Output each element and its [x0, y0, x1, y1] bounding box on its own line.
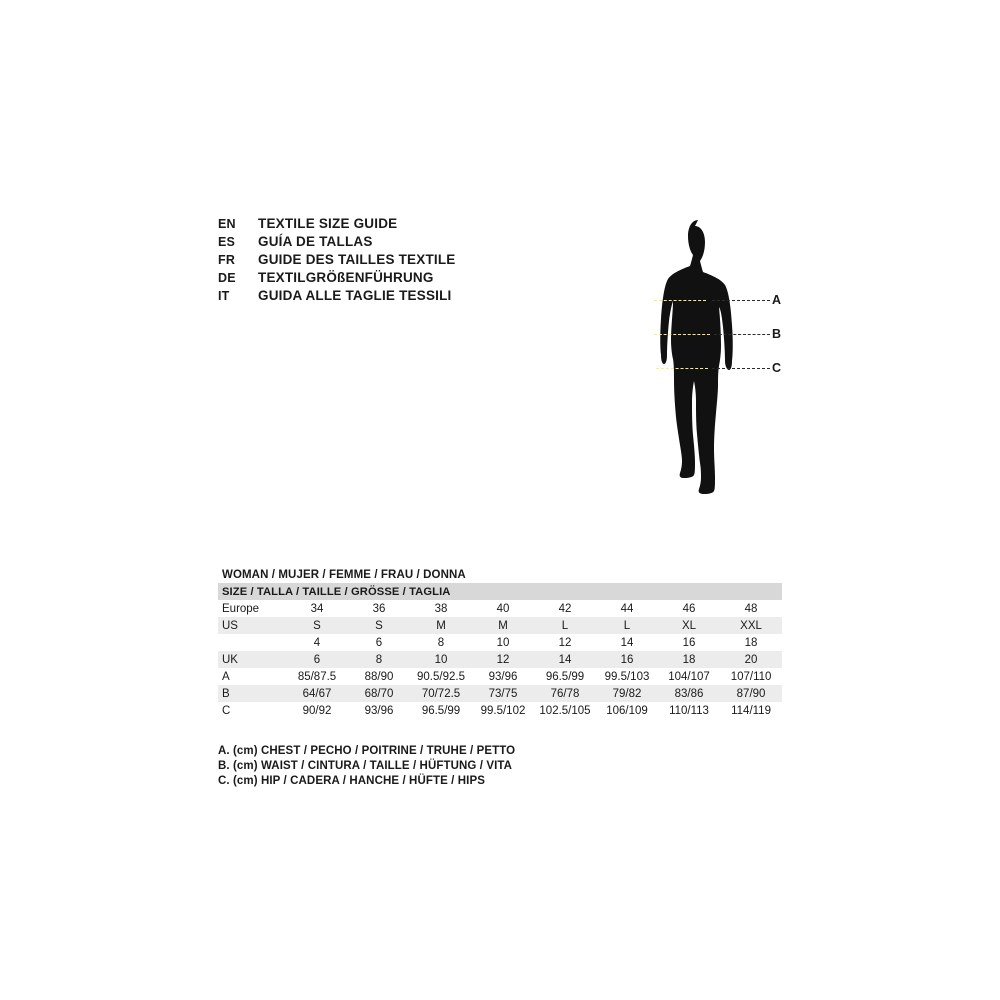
- title-row-en: [218, 215, 638, 233]
- cell-usnum-3: 10: [472, 634, 534, 651]
- cell-uk-5: 16: [596, 651, 658, 668]
- cell-uk-6: 18: [658, 651, 720, 668]
- cell-b-0: 64/67: [286, 685, 348, 702]
- measure-line-b-outer: [714, 334, 770, 335]
- row-label-uk: UK: [218, 651, 286, 668]
- measure-line-a-outer: [712, 300, 770, 301]
- cell-c-1: 93/96: [348, 702, 410, 719]
- title-text-de: TEXTILGRÖßENFÜHRUNG: [258, 270, 434, 285]
- table-row: [218, 685, 782, 702]
- cell-us-7: XXL: [720, 617, 782, 634]
- row-label-us: US: [218, 617, 286, 634]
- title-row-es: [218, 233, 638, 251]
- row-label-us-numeric: [218, 634, 286, 651]
- cell-us-4: L: [534, 617, 596, 634]
- cell-usnum-1: 6: [348, 634, 410, 651]
- cell-usnum-6: 16: [658, 634, 720, 651]
- title-row-de: [218, 269, 638, 287]
- table-row: [218, 634, 782, 651]
- cell-usnum-4: 12: [534, 634, 596, 651]
- cell-usnum-5: 14: [596, 634, 658, 651]
- title-row-fr: [218, 251, 638, 269]
- cell-b-1: 68/70: [348, 685, 410, 702]
- cell-c-7: 114/119: [720, 702, 782, 719]
- cell-uk-0: 6: [286, 651, 348, 668]
- title-text-en: TEXTILE SIZE GUIDE: [258, 216, 398, 231]
- row-label-a: A: [218, 668, 286, 685]
- row-label-c: C: [218, 702, 286, 719]
- cell-b-7: 87/90: [720, 685, 782, 702]
- cell-a-3: 93/96: [472, 668, 534, 685]
- cell-uk-1: 8: [348, 651, 410, 668]
- measure-label-a: A: [772, 293, 782, 307]
- measure-label-b: B: [772, 327, 782, 341]
- cell-europe-7: 48: [720, 600, 782, 617]
- cell-b-2: 70/72.5: [410, 685, 472, 702]
- cell-europe-0: 34: [286, 600, 348, 617]
- cell-europe-5: 44: [596, 600, 658, 617]
- language-code-en: EN: [218, 217, 236, 231]
- size-table-container: [218, 566, 782, 719]
- measure-line-a-inner: [654, 300, 706, 301]
- cell-a-5: 99.5/103: [596, 668, 658, 685]
- table-row: [218, 617, 782, 634]
- table-row: [218, 668, 782, 685]
- title-row-it: [218, 287, 638, 305]
- cell-b-4: 76/78: [534, 685, 596, 702]
- title-text-it: GUIDA ALLE TAGLIE TESSILI: [258, 288, 452, 303]
- cell-usnum-2: 8: [410, 634, 472, 651]
- table-row: [218, 600, 782, 617]
- table-caption: WOMAN / MUJER / FEMME / FRAU / DONNA: [218, 566, 782, 583]
- cell-us-5: L: [596, 617, 658, 634]
- cell-usnum-7: 18: [720, 634, 782, 651]
- cell-c-4: 102.5/105: [534, 702, 596, 719]
- language-code-de: DE: [218, 271, 236, 285]
- woman-silhouette-figure: [620, 190, 840, 580]
- size-guide-title-block: [218, 215, 638, 305]
- cell-us-0: S: [286, 617, 348, 634]
- size-table: [218, 566, 782, 719]
- cell-a-2: 90.5/92.5: [410, 668, 472, 685]
- cell-b-5: 79/82: [596, 685, 658, 702]
- title-text-fr: GUIDE DES TAILLES TEXTILE: [258, 252, 456, 267]
- title-text-es: GUÍA DE TALLAS: [258, 234, 373, 249]
- cell-usnum-0: 4: [286, 634, 348, 651]
- language-code-es: ES: [218, 235, 236, 249]
- cell-c-5: 106/109: [596, 702, 658, 719]
- row-label-europe: Europe: [218, 600, 286, 617]
- cell-us-6: XL: [658, 617, 720, 634]
- measure-line-c-inner: [656, 368, 708, 369]
- language-code-fr: FR: [218, 253, 236, 267]
- language-code-it: IT: [218, 289, 230, 303]
- cell-uk-7: 20: [720, 651, 782, 668]
- measure-line-c-outer: [712, 368, 770, 369]
- cell-c-6: 110/113: [658, 702, 720, 719]
- cell-europe-4: 42: [534, 600, 596, 617]
- cell-europe-1: 36: [348, 600, 410, 617]
- table-header-label: SIZE / TALLA / TAILLE / GRÖSSE / TAGLIA: [218, 583, 782, 600]
- table-header-row: [218, 583, 782, 600]
- cell-c-0: 90/92: [286, 702, 348, 719]
- cell-a-4: 96.5/99: [534, 668, 596, 685]
- cell-uk-3: 12: [472, 651, 534, 668]
- cell-a-6: 104/107: [658, 668, 720, 685]
- table-row: [218, 651, 782, 668]
- cell-us-3: M: [472, 617, 534, 634]
- cell-us-1: S: [348, 617, 410, 634]
- cell-uk-4: 14: [534, 651, 596, 668]
- woman-silhouette-icon: [620, 190, 840, 580]
- cell-europe-3: 40: [472, 600, 534, 617]
- cell-uk-2: 10: [410, 651, 472, 668]
- table-row: [218, 702, 782, 719]
- measure-line-b-inner: [654, 334, 710, 335]
- cell-c-2: 96.5/99: [410, 702, 472, 719]
- cell-us-2: M: [410, 617, 472, 634]
- cell-europe-2: 38: [410, 600, 472, 617]
- cell-europe-6: 46: [658, 600, 720, 617]
- cell-c-3: 99.5/102: [472, 702, 534, 719]
- cell-a-0: 85/87.5: [286, 668, 348, 685]
- cell-a-1: 88/90: [348, 668, 410, 685]
- cell-b-3: 73/75: [472, 685, 534, 702]
- row-label-b: B: [218, 685, 286, 702]
- measurement-legend: [218, 744, 778, 789]
- measure-label-c: C: [772, 361, 782, 375]
- legend-line-b: B. (cm) WAIST / CINTURA / TAILLE / HÜFTUNG / VITA: [218, 760, 513, 772]
- table-caption-row: [218, 566, 782, 583]
- cell-b-6: 83/86: [658, 685, 720, 702]
- legend-line-a: A. (cm) CHEST / PECHO / POITRINE / TRUHE / PETTO: [218, 745, 516, 757]
- legend-line-c: C. (cm) HIP / CADERA / HANCHE / HÜFTE / HIPS: [218, 775, 486, 787]
- cell-a-7: 107/110: [720, 668, 782, 685]
